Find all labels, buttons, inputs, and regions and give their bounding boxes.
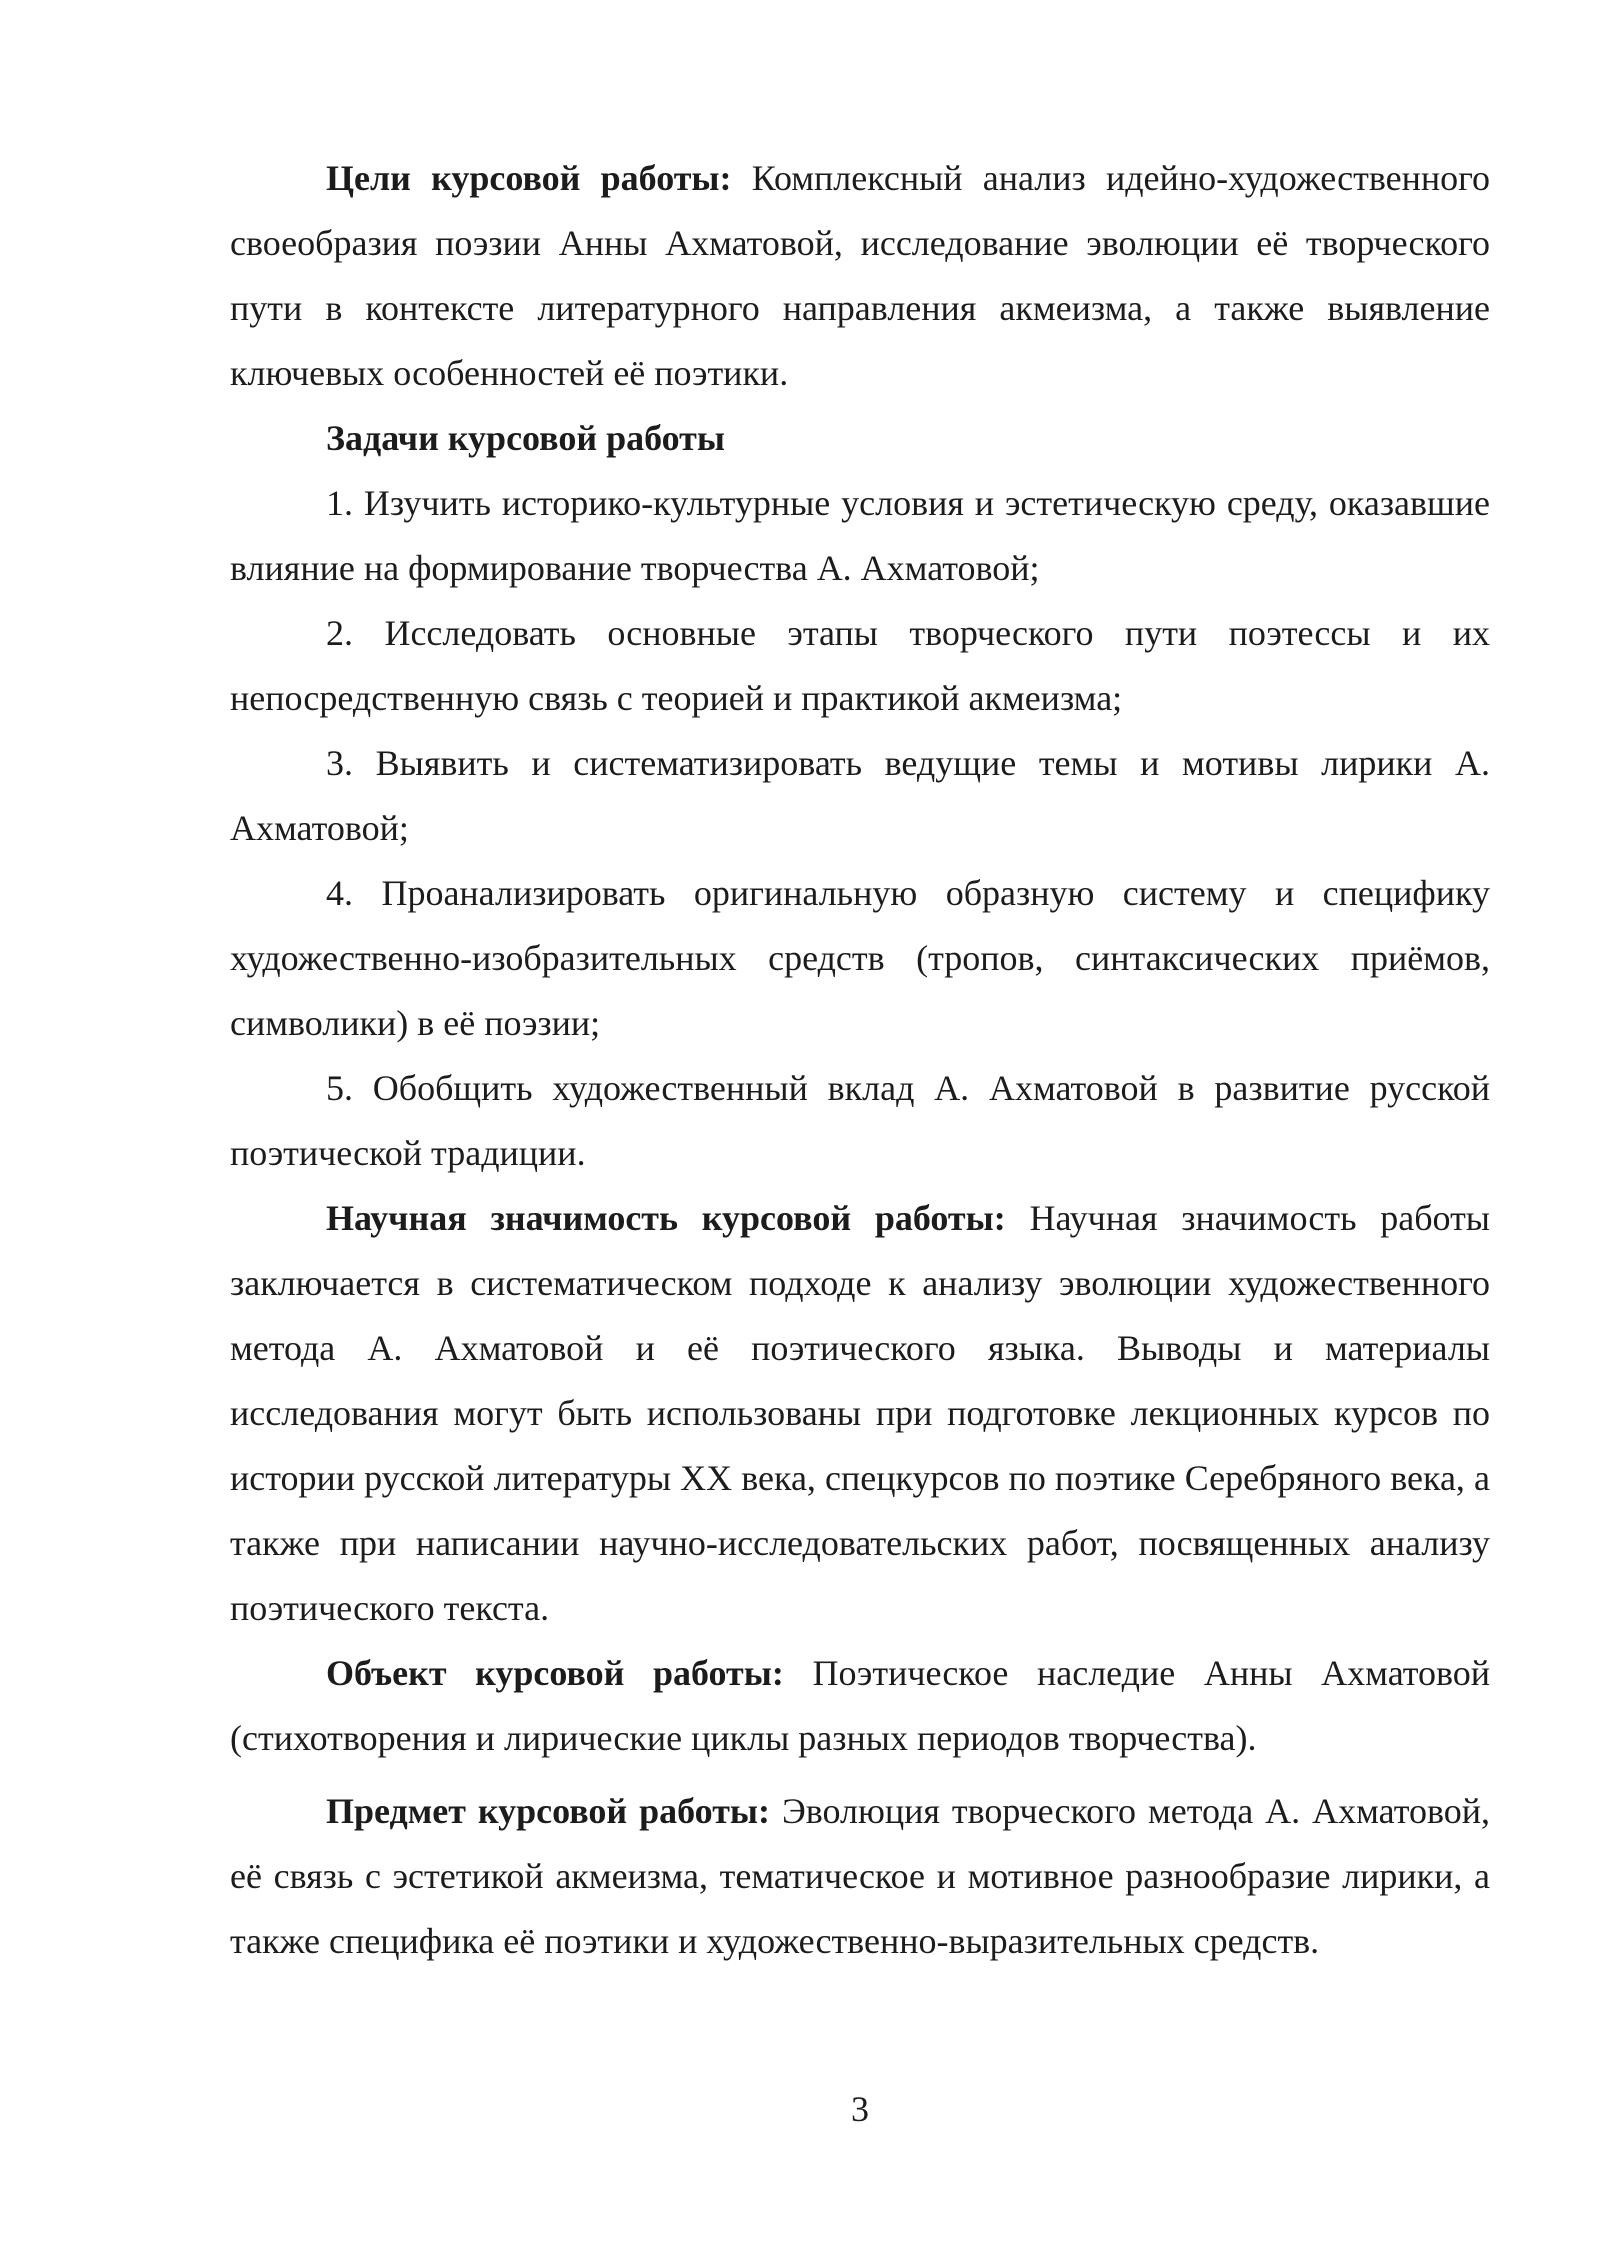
page-number: 3 [851,2089,869,2129]
page-body [230,146,1490,1974]
object-paragraph [230,1641,1490,1771]
task-item-3: 3. Выявить и систематизировать ведущие темы и мотивы лирики А. Ахматовой; [230,743,1490,848]
task-item-2: 2. Исследовать основные этапы творческого пути поэтессы и их непосредственную связь с теорией и практикой акмеизма; [230,613,1490,718]
object-text: Поэтическое наследие Анны Ахматовой (стихотворения и лирические циклы разных периодов творчества). [230,1653,1491,1758]
goals-paragraph [230,146,1490,406]
task-item-4: 4. Проанализировать оригинальную образную систему и специфику художественно-изобразительных средств (тропов, синтаксических приёмов, символики) в её поэзии; [230,873,1490,1043]
task-item-1: 1. Изучить историко-культурные условия и эстетическую среду, оказавшие влияние на формирование творчества А. Ахматовой; [230,483,1490,588]
subject-text: Эволюция творческого метода А. Ахматовой, её связь с эстетикой акмеизма, тематическое и мотивное разнообразие лирики, а также специфика её поэтики и художественно-выразительных средств. [230,1791,1491,1961]
subject-label: Предмет курсовой работы: [326,1791,770,1831]
significance-label: Научная значимость курсовой работы: [326,1198,1006,1238]
subject-paragraph [230,1779,1490,1974]
significance-paragraph [230,1186,1490,1641]
tasks-heading: Задачи курсовой работы [326,418,725,458]
tasks-heading-paragraph [230,406,1490,471]
goals-label: Цели курсовой работы: [326,158,732,198]
object-label: Объект курсовой работы: [326,1653,784,1693]
goals-text: Комплексный анализ идейно-художественного своеобразия поэзии Анны Ахматовой, исследование эволюции её творческого пути в контексте литературного направления акмеизма, а также выявление ключевых особенностей её поэтики. [230,158,1490,393]
task-item-5: 5. Обобщить художественный вклад А. Ахматовой в развитие русской поэтической традиции. [230,1068,1490,1173]
significance-text: Научная значимость работы заключается в систематическом подходе к анализу эволюции художественного метода А. Ахматовой и её поэтического языка. Выводы и материалы исследования могут быть использованы при подготовке лекционных курсов по истории русской литературы XX века, спецкурсов по поэтике Серебряного века, а также при написании научно-исследовательских работ, посвященных анализу поэтического текста. [230,1198,1490,1628]
